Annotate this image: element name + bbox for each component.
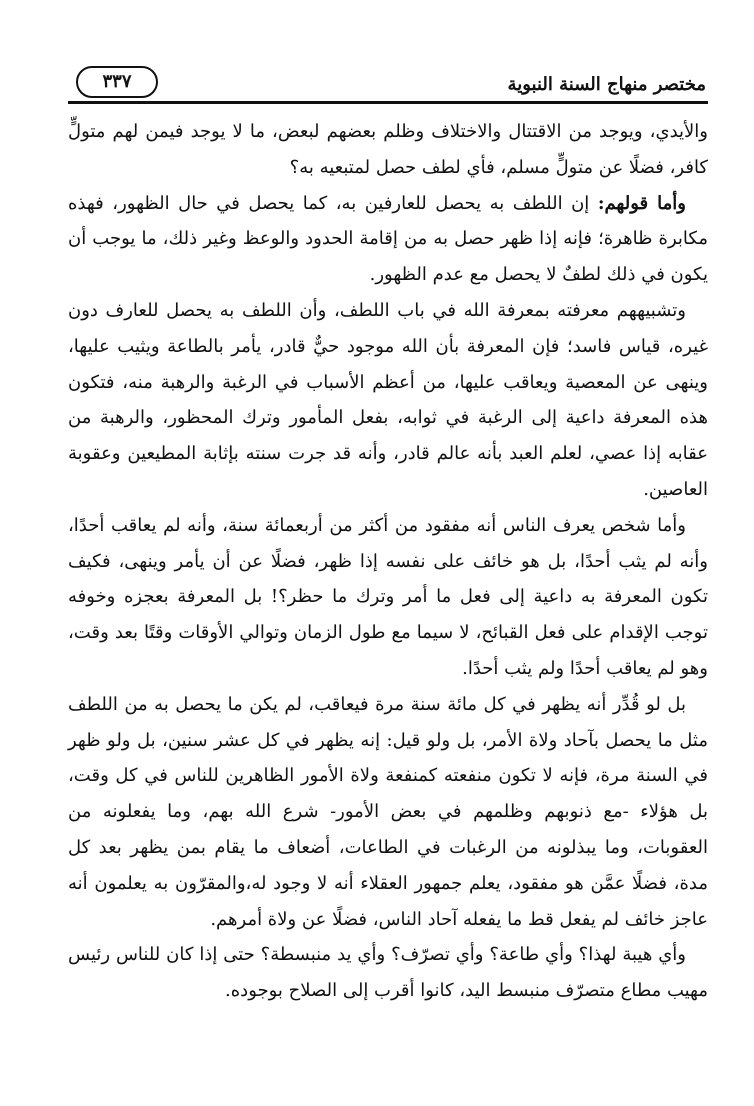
running-title: مختصر منهاج السنة النبوية	[507, 74, 706, 95]
body-text	[68, 114, 708, 1009]
paragraph-1-text: والأيدي، ويوجد من الاقتتال والاختلاف وظلم بعضهم لبعض، ما لا يوجد فيمن لهم متولٍّ كافر، فضلًا عن متولٍّ مسلم، فأي لطف حصل لمتبعيه به؟	[68, 121, 708, 178]
paragraph-3	[68, 293, 708, 508]
page-header	[68, 62, 706, 102]
paragraph-4-text: وأما شخص يعرف الناس أنه مفقود من أكثر من أربعمائة سنة، وأنه لم يعاقب أحدًا، وأنه لم يثب أحدًا، بل هو خائف على نفسه إذا ظهر، فضلًا عن أن يأمر وينهى، فكيف تكون المعرفة به داعية إلى فعل ما أمر وترك ما حظر؟! بل المعرفة بعجزه وخوفه توجب الإقدام على فعل القبائح، لا سيما مع طول الزمان وتوالي الأوقات وقتًا بعد وقت، وهو لم يعاقب أحدًا ولم يثب أحدًا.	[68, 514, 708, 679]
paragraph-2-lead: وأما قولهم:	[597, 192, 686, 214]
paragraph-2-text: إن اللطف به يحصل للعارفين به، كما يحصل في حال الظهور، فهذه مكابرة ظاهرة؛ فإنه إذا ظهر حصل به من إقامة الحدود والوعظ وغير ذلك، ما يوجب أن يكون في ذلك لطفٌ لا يحصل مع عدم الظهور.	[68, 192, 708, 286]
header-rule	[68, 101, 708, 104]
paragraph-1	[68, 114, 708, 186]
paragraph-5	[68, 687, 708, 938]
paragraph-6	[68, 937, 708, 1009]
page-number: ٣٣٧	[76, 66, 158, 98]
paragraph-6-text: وأي هيبة لهذا؟ وأي طاعة؟ وأي تصرّف؟ وأي يد منبسطة؟ حتى إذا كان للناس رئيس مهيب مطاع متصرّف منبسط اليد، كانوا أقرب إلى الصلاح بوجوده.	[68, 944, 708, 1002]
paragraph-2	[68, 186, 708, 293]
paragraph-4	[68, 508, 708, 687]
paragraph-3-text: وتشبيههم معرفته بمعرفة الله في باب اللطف، وأن اللطف به يحصل للعارف دون غيره، قياس فاسد؛ فإن المعرفة بأن الله موجود حيٌّ قادر، يأمر بالطاعة ويثيب عليها، وينهى عن المعصية ويعاقب عليها، من أعظم الأسباب في الرغبة والرهبة منه، فتكون هذه المعرفة داعية إلى الرغبة في ثوابه، بفعل المأمور وترك المحظور، والرهبة من عقابه إذا عصي، لعلم العبد بأنه عالم قادر، وأنه قد جرت سنته بإثابة المطيعين وعقوبة العاصين.	[68, 299, 708, 500]
paragraph-5-text: بل لو قُدِّر أنه يظهر في كل مائة سنة مرة فيعاقب، لم يكن ما يحصل به من اللطف مثل ما يحصل بآحاد ولاة الأمر، بل ولو قيل: إنه يظهر في كل عشر سنين، بل ولو ظهر في السنة مرة، فإنه لا تكون منفعته كمنفعة ولاة الأمور الظاهرين للناس في كل وقت، بل هؤلاء -مع ذنوبهم وظلمهم في بعض الأمور- شرع الله بهم، وما يفعلونه من العقوبات، وما يبذلونه من الرغبات في الطاعات، أضعاف ما يقام بمن يظهر بعد كل مدة، فضلًا عمَّن هو مفقود، يعلم جمهور العقلاء أنه لا وجود له،والمقرّون به يعلمون أنه عاجز خائف لم يفعل قط ما يفعله آحاد الناس، فضلًا عن ولاة أمرهم.	[68, 693, 708, 930]
